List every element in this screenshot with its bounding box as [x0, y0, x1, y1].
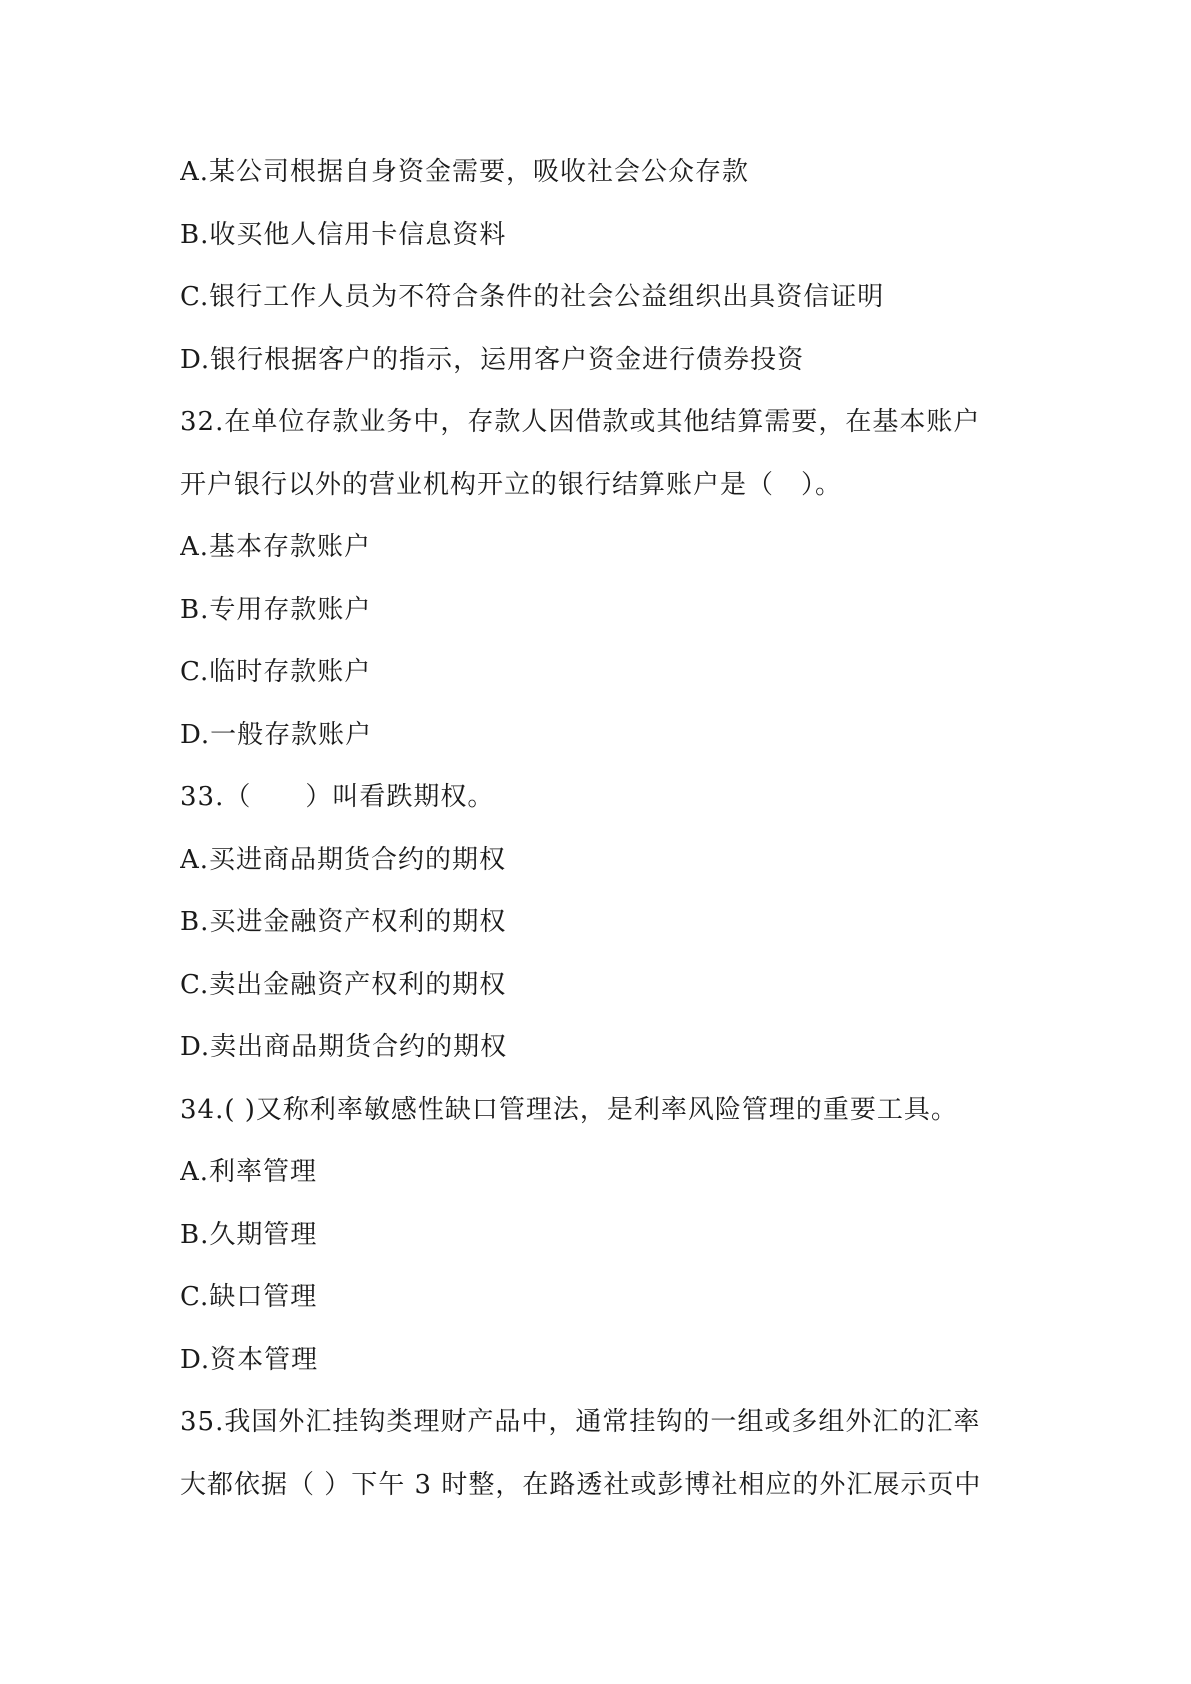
- document-body: [180, 141, 1010, 1516]
- option-a-q32: A.基本存款账户: [180, 532, 372, 562]
- question-35-line-1: 35.我国外汇挂钩类理财产品中，通常挂钩的一组或多组外汇的汇率: [180, 1407, 981, 1437]
- question-33: 33.（ ）叫看跌期权。: [180, 782, 495, 812]
- option-a-q34: A.利率管理: [180, 1157, 318, 1187]
- option-d-q33: D.卖出商品期货合约的期权: [180, 1032, 508, 1062]
- question-32-line-2: 开户银行以外的营业机构开立的银行结算账户是（ ）。: [180, 469, 843, 500]
- option-d-q34: D.资本管理: [180, 1344, 319, 1375]
- option-b-q34: B.久期管理: [180, 1219, 318, 1250]
- question-32-line-1: 32.在单位存款业务中，存款人因借款或其他结算需要，在基本账户: [180, 407, 981, 437]
- option-c-q31: C.银行工作人员为不符合条件的社会公益组织出具资信证明: [180, 282, 885, 312]
- option-c-q34: C.缺口管理: [180, 1282, 318, 1312]
- option-a-q33: A.买进商品期货合约的期权: [180, 844, 507, 875]
- option-a-q31: A.某公司根据自身资金需要，吸收社会公众存款: [180, 157, 750, 187]
- option-d-q31: D.银行根据客户的指示，运用客户资金进行债券投资: [180, 344, 805, 375]
- option-b-q31: B.收买他人信用卡信息资料: [180, 219, 507, 250]
- option-c-q32: C.临时存款账户: [180, 657, 372, 687]
- option-c-q33: C.卖出金融资产权利的期权: [180, 969, 507, 1000]
- option-d-q32: D.一般存款账户: [180, 719, 373, 750]
- question-35-line-2: 大都依据（ ）下午 3 时整，在路透社或彭博社相应的外汇展示页中: [180, 1469, 982, 1500]
- option-b-q33: B.买进金融资产权利的期权: [180, 907, 507, 937]
- question-34: 34.( )又称利率敏感性缺口管理法，是利率风险管理的重要工具。: [180, 1094, 958, 1125]
- option-b-q32: B.专用存款账户: [180, 594, 372, 625]
